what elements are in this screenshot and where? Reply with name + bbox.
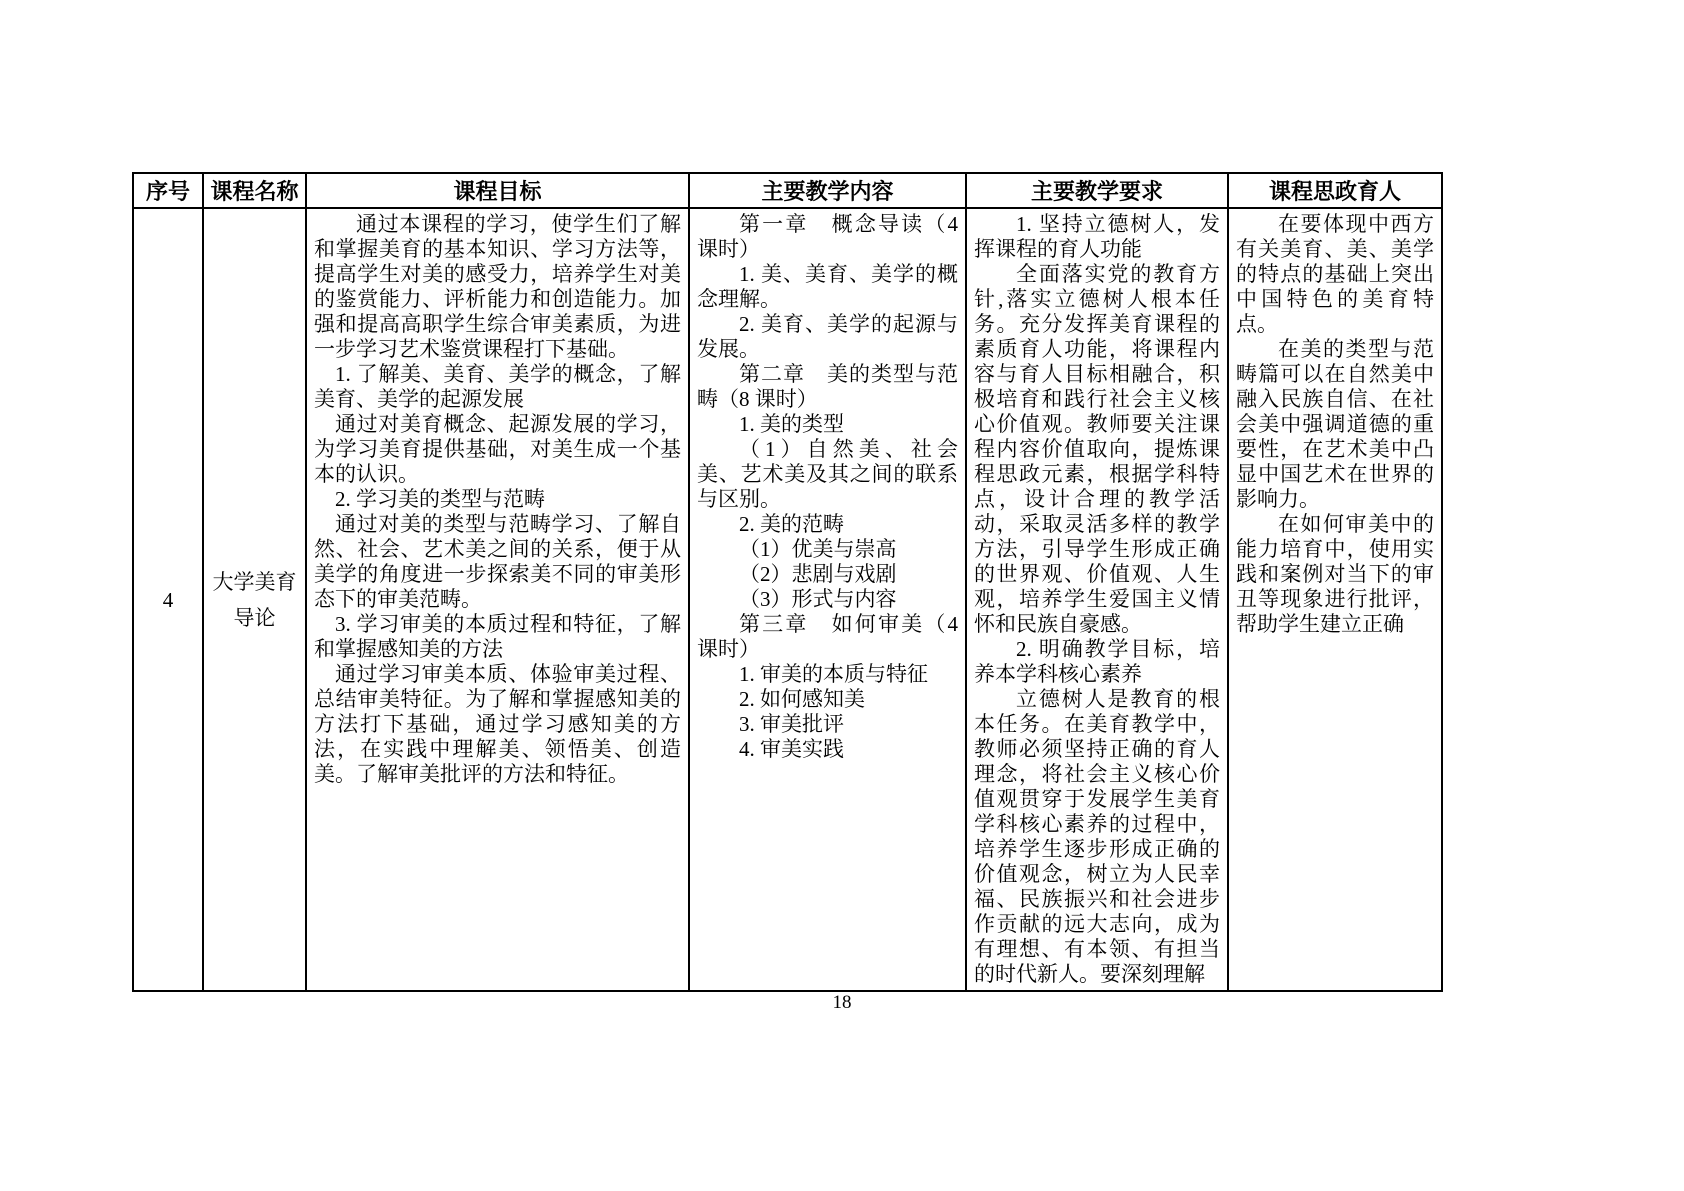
- paragraph: （3）形式与内容: [739, 587, 897, 611]
- paragraph: 1. 美、美育、美学的概念理解。: [697, 262, 958, 311]
- paragraph: 3. 审美批评: [739, 712, 844, 736]
- paragraph: 2. 美的范畴: [739, 512, 844, 536]
- cell-seq: 4: [133, 208, 203, 991]
- paragraph: （1）优美与崇高: [739, 537, 897, 561]
- paragraph: 第三章 如何审美（4 课时）: [697, 612, 958, 661]
- paragraph: 3. 学习审美的本质过程和特征，了解和掌握感知美的方法: [314, 612, 681, 661]
- cell-teaching-content: [689, 208, 966, 991]
- header-teaching-requirements: 主要教学要求: [966, 173, 1228, 208]
- cell-teaching-requirements: [966, 208, 1228, 991]
- paragraph: 全面落实党的教育方针,落实立德树人根本任务。充分发挥美育课程的素质育人功能，将课程内容与育人目标相融合，积极培育和践行社会主义核心价值观。教师要关注课程内容价值取向，提炼课程思政元素，根据学科特点，设计合理的教学活动，采取灵活多样的教学方法，引导学生形成正确的世界观、价值观、人生观，培养学生爱国主义情怀和民族自豪感。: [974, 262, 1220, 636]
- header-teaching-content: 主要教学内容: [689, 173, 966, 208]
- paragraph: 在美的类型与范畴篇可以在自然美中融入民族自信、在社会美中强调道德的重要性，在艺术美中凸显中国艺术在世界的影响力。: [1236, 337, 1434, 511]
- header-seq: 序号: [133, 173, 203, 208]
- paragraph: 1. 坚持立德树人，发挥课程的育人功能: [974, 212, 1220, 261]
- paragraph: 2. 学习美的类型与范畴: [335, 487, 545, 511]
- course-table: [132, 172, 1443, 992]
- paragraph: 在要体现中西方有关美育、美、美学的特点的基础上突出中国特色的美育特点。: [1236, 212, 1434, 336]
- paragraph: 1. 审美的本质与特征: [739, 662, 928, 686]
- header-ideology-education: 课程思政育人: [1228, 173, 1442, 208]
- paragraph: 4. 审美实践: [739, 737, 844, 761]
- paragraph: 通过对美育概念、起源发展的学习，为学习美育提供基础，对美生成一个基本的认识。: [314, 412, 681, 486]
- paragraph: 1. 美的类型: [739, 412, 844, 436]
- table-row: [133, 208, 1442, 991]
- cell-ideology-education: [1228, 208, 1442, 991]
- paragraph: （1）自然美、社会美、艺术美及其之间的联系与区别。: [697, 437, 958, 511]
- cell-course-objectives: [306, 208, 689, 991]
- cell-course-name: 大学美育导论: [203, 208, 306, 991]
- paragraph: 通过学习审美本质、体验审美过程、总结审美特征。为了解和掌握感知美的方法打下基础，通过学习感知美的方法，在实践中理解美、领悟美、创造美。了解审美批评的方法和特征。: [314, 662, 681, 786]
- header-course-name: 课程名称: [203, 173, 306, 208]
- paragraph: 立德树人是教育的根本任务。在美育教学中，教师必须坚持正确的育人理念，将社会主义核心价值观贯穿于发展学生美育学科核心素养的过程中，培养学生逐步形成正确的价值观念，树立为人民幸福、民族振兴和社会进步作贡献的远大志向，成为有理想、有本领、有担当的时代新人。要深刻理解: [974, 687, 1220, 986]
- page-number: 18: [832, 992, 852, 1013]
- paragraph: 1. 了解美、美育、美学的概念，了解美育、美学的起源发展: [314, 362, 681, 411]
- table-header-row: [133, 173, 1442, 208]
- paragraph: 2. 美育、美学的起源与发展。: [697, 312, 958, 361]
- paragraph: （2）悲剧与戏剧: [739, 562, 897, 586]
- paragraph: 在如何审美中的能力培育中，使用实践和案例对当下的审丑等现象进行批评，帮助学生建立正确: [1236, 512, 1434, 636]
- paragraph: 通过对美的类型与范畴学习、了解自然、社会、艺术美之间的关系，便于从美学的角度进一步探索美不同的审美形态下的审美范畴。: [314, 512, 681, 611]
- header-course-objectives: 课程目标: [306, 173, 689, 208]
- paragraph: 通过本课程的学习，使学生们了解和掌握美育的基本知识、学习方法等，提高学生对美的感受力，培养学生对美的鉴赏能力、评析能力和创造能力。加强和提高高职学生综合审美素质，为进一步学习艺术鉴赏课程打下基础。: [314, 212, 681, 361]
- paragraph: 2. 如何感知美: [739, 687, 865, 711]
- paragraph: 第二章 美的类型与范畴（8 课时）: [697, 362, 958, 411]
- paragraph: 第一章 概念导读（4 课时）: [697, 212, 958, 261]
- paragraph: 2. 明确教学目标，培养本学科核心素养: [974, 637, 1220, 686]
